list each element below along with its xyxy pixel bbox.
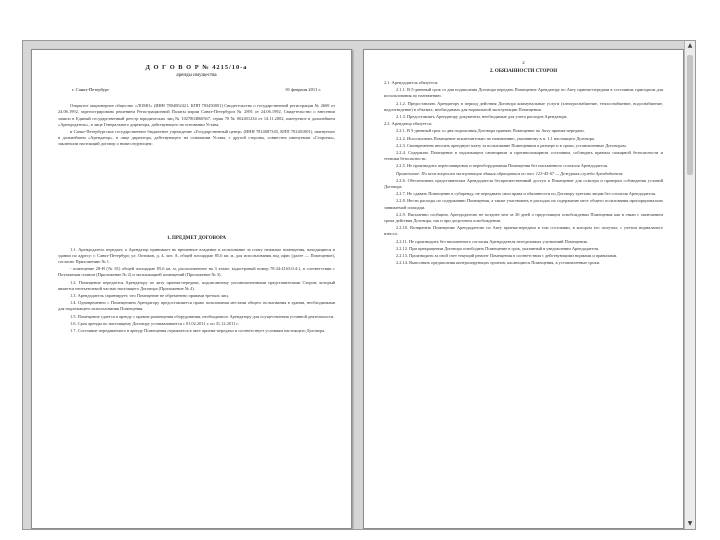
section-2-paragraph: 2.1.2. Предоставлять Арендатору в период действия Договора коммунальные услуги (электроснабжение, теплоснабжение, водоснабжение, водоотведение) в объемах, необходимых для нормальной эксплуатации Помещения. [384,100,663,112]
blank-space [58,149,335,227]
section-2-paragraph: 2.2.8. Нести расходы по содержанию Помещения, а также участвовать в расходах на содержание мест общего пользования пропорционально занимаемой площади. [384,198,663,210]
section-2-heading: 2. ОБЯЗАННОСТИ СТОРОН [489,69,558,74]
scroll-down-icon[interactable]: ▼ [687,520,693,527]
scroll-thumb[interactable] [687,55,693,175]
section-2-paragraph: 2.2.10. Возвратить Помещение Арендодателю по Акту приема-передачи в том состоянии, в котором его получил, с учетом нормального износа. [384,225,663,237]
section-2-paragraph: 2.2.2. Использовать Помещение исключительно по назначению, указанному в п. 1.1 настоящего Договора. [396,135,595,141]
section-2-paragraph: 2.1.1. В 5-дневный срок со дня подписания Договора передать Помещение Арендатору по Акту приема-передачи в состоянии, пригодном для использования по назначению. [384,87,663,99]
section-1-paragraph: - помещение 28-Н (№ 81) общей площадью 85,6 кв. м, расположенное на 3 этаже, кадастровый номер 78:34:4163:0:4:1, в соответствии с Поэтажным планом (Приложение № 2) и экспликацией помещений (Приложение № 3). [58,266,335,278]
section-2-note: Примечание: По всем вопросам эксплуатации здания обращаться по тел. 123-45-67 — Дежурная служба Арендодателя. [396,170,624,176]
contract-date: 01 февраля 2011 г. [285,87,321,92]
section-2-paragraph: 2.2.1. В 5-дневный срок со дня подписания Договора принять Помещение по Акту приема-передачи. [396,128,585,134]
section-2-paragraph: 2.2.4. Содержать Помещение в надлежащем санитарном и противопожарном состоянии, соблюдать правила пожарной безопасности и техники безопасности. [384,150,663,162]
section-2-paragraph: 2.2. Арендатор обязуется: [384,121,432,127]
page-1 [31,49,352,529]
section-1-paragraph: 1.5. Помещение сдается в аренду с правом размещения оборудования, необходимого Арендатору для осуществления уставной деятельности. [70,313,335,319]
section-2-paragraph: 2.2.5. Не производить перепланировок и переоборудования Помещения без письменного согласия Арендодателя. [396,163,608,169]
section-2-paragraph: 2.2.9. Письменно сообщить Арендодателю не позднее чем за 30 дней о предстоящем освобождении Помещения как в связи с окончанием срока действия Договора, так и при досрочном освобождении. [384,211,663,224]
page-2-content [384,60,663,528]
vertical-scrollbar[interactable] [684,41,695,529]
section-1-paragraph: 1.1. Арендодатель передает, а Арендатор принимает во временное владение и пользование за плату нежилые помещения, находящиеся в здании по адресу: г. Санкт-Петербург, ул. Оптиков, д. 4, лит. А, общей площадью 85,6 кв. м, для использования под офис (далее — Помещение), согласно Приложению № 1. [58,246,335,265]
section-1-paragraph: 1.3. Арендодатель гарантирует, что Помещение не обременено правами третьих лиц. [70,293,229,299]
section-1-paragraph: 1.7. Состояние передаваемого в аренду Помещения отражается в акте приема-передачи и соответствует условиям настоящего Договора. [70,328,326,334]
section-1-paragraph: 1.2. Помещение передается Арендатору по акту приема-передачи, подписанному уполномоченными представителями Сторон, который является неотъемлемой частью настоящего Договора (Приложение № 4). [58,279,335,291]
section-2-paragraph: 2.2.12. При прекращении Договора освободить Помещение в срок, указанный в уведомлении Арендодателя. [396,245,600,251]
section-2-paragraph: 2.1.3. Предоставлять Арендатору документы, необходимые для учета расходов Арендатора. [396,114,568,120]
page-2 [363,49,684,529]
preamble-paragraph: и Санкт-Петербургское государственное бюджетное учреждение «Государственный центр» (ИНН 7814087345, КПП 781401001), именуемое в дальнейшем «Арендатор», в лице директора, действующего на основании Устава, с другой стороны, совместно именуемые «Стороны», заключили настоящий договор о нижеследующем: [58,129,335,147]
section-2-paragraph: 2.2.3. Своевременно вносить арендную плату за пользование Помещением в размере и в сроки, установленные Договором. [396,142,627,148]
section-1-paragraph: 1.4. Одновременно с Помещением Арендатору предоставляется право пользования местами общего пользования в здании, необходимыми для надлежащего использования Помещения. [58,300,335,312]
contract-title: Д О Г О В О Р № 4215/10-а [145,64,248,71]
section-2-paragraph: 2.2.6. Обеспечивать представителям Арендодателя беспрепятственный доступ в Помещение для осмотра и проверки соблюдения условий Договора. [384,177,663,190]
preamble-paragraph: Открытое акционерное общество «ЛОМО» (ИНН 7804002421, КПП 783450001) Свидетельство о государственной регистрации № 2669 от 24.06.1992, зарегистрировано решением Регистрационной Палаты мэрии Санкт-Петербурга № 2891 от 24.06.1992, Свидетельство о внесении записи в Единый государственный реестр юридических лиц № 1027804860567, серия 78 № 002401234 от 14.11.2002, именуемое в дальнейшем «Арендодатель», в лице Генерального директора, действующего на основании Устава, [58,103,335,127]
page-number: 2 [522,60,525,65]
contract-place: г. Санкт-Петербург [72,87,110,92]
scroll-up-icon[interactable]: ▲ [687,42,693,49]
section-2-paragraph: 2.2.14. Выполнять предписания контролирующих органов, касающиеся Помещения, в установленные сроки. [396,260,601,266]
contract-subtitle: аренды имущества [176,73,217,78]
section-2-paragraph: 2.2.11. Не производить без письменного согласия Арендодателя неотделимых улучшений Помещения. [396,238,588,244]
section-1-heading: 1. ПРЕДМЕТ ДОГОВОРА [167,235,226,241]
document-viewport[interactable] [22,40,696,530]
place-date-row [72,87,321,93]
page-1-content [58,64,335,528]
section-2-paragraph: 2.1. Арендодатель обязуется: [384,80,439,85]
section-2-paragraph: 2.2.7. Не сдавать Помещение в субаренду, не передавать свои права и обязанности по Договору третьим лицам без согласия Арендодателя. [396,191,657,197]
section-2-paragraph: 2.2.13. Производить за свой счет текущий ремонт Помещения в соответствии с действующими нормами и правилами. [396,253,618,259]
section-1-paragraph: 1.6. Срок аренды по настоящему Договору устанавливается с 01.02.2011 г. по 31.12.2011 г. [70,320,239,326]
